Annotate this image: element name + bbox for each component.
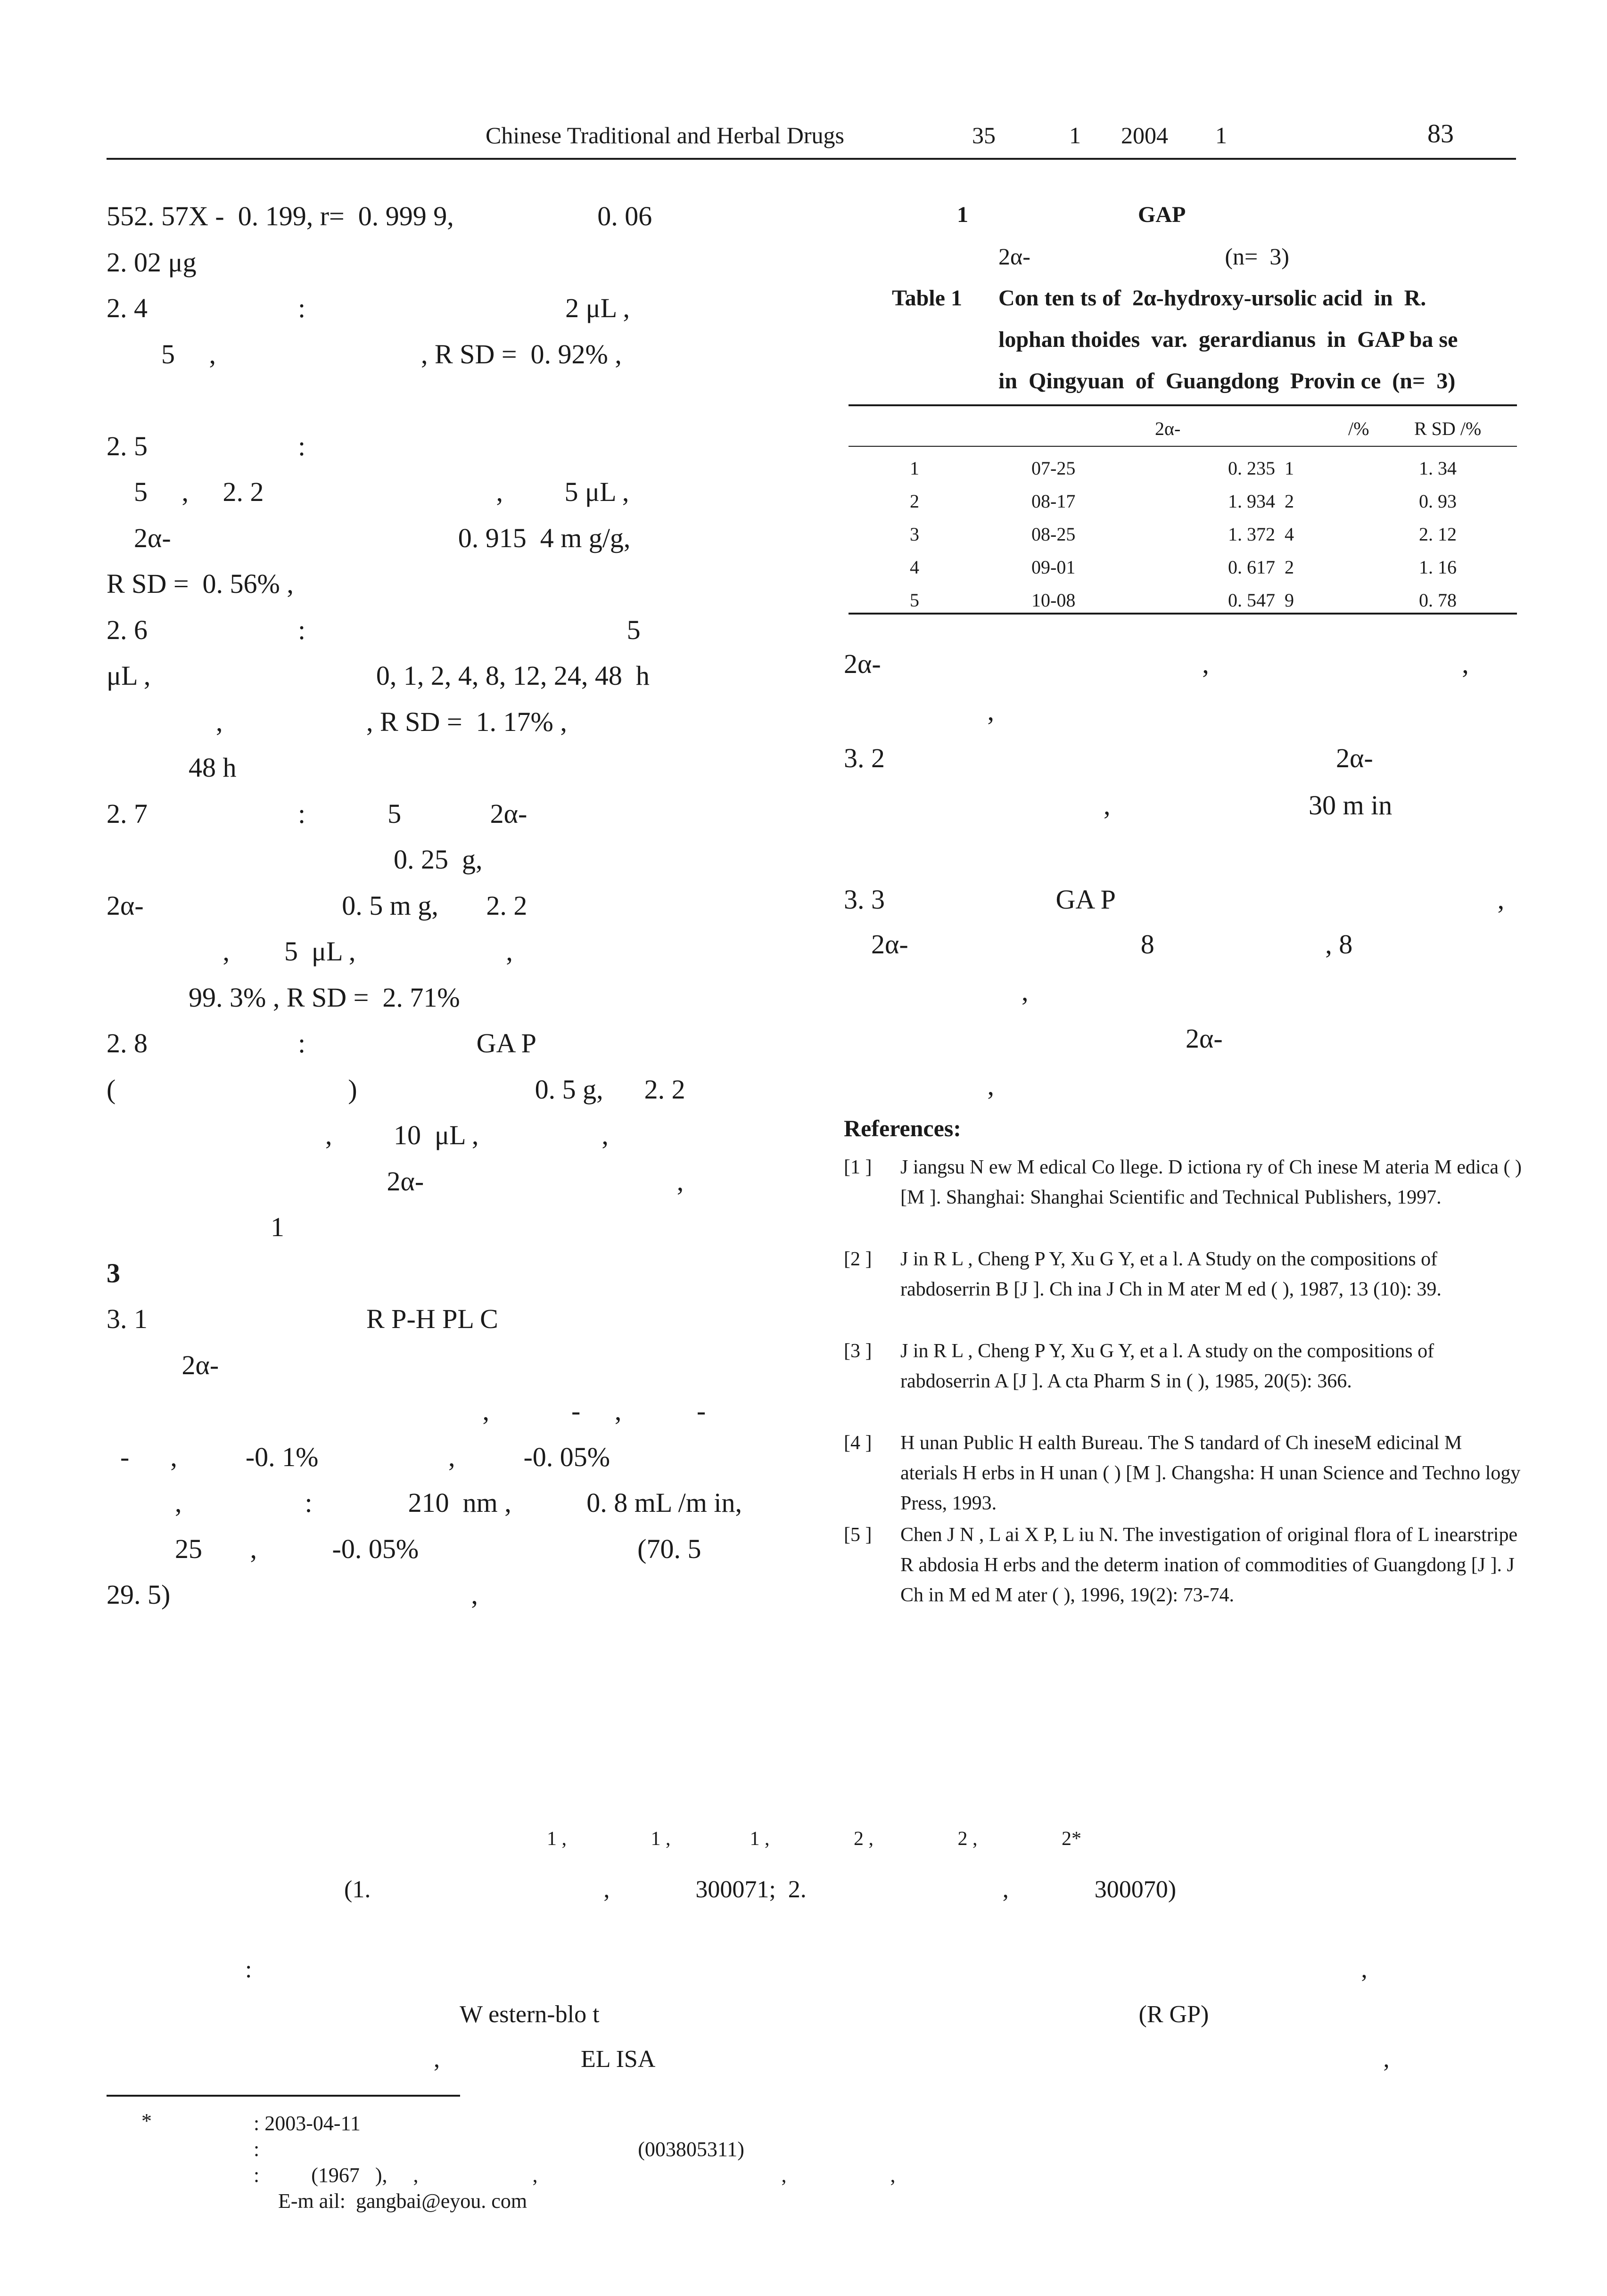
left-line: 99. 3% , R SD = 2. 71%: [107, 982, 460, 1013]
left-line: - , -0. 1% , -0. 05%: [107, 1442, 610, 1472]
left-line: , , R SD = 1. 17% ,: [107, 706, 567, 737]
table-cell: 1. 372 4: [1228, 524, 1294, 545]
author-bio: : (1967 ), , , , ,: [254, 2164, 896, 2187]
month: 1: [1215, 122, 1227, 148]
table-caption-cn: 2α- (n= 3): [998, 243, 1289, 270]
left-line: 2α- ,: [107, 1166, 684, 1197]
reference-number: [2 ]: [844, 1248, 872, 1270]
reference-number: [5 ]: [844, 1524, 872, 1546]
table-cell: 0. 547 9: [1228, 590, 1294, 611]
left-line: 2. 7 : 5 2α-: [107, 798, 527, 829]
left-line: , 10 μL , ,: [107, 1120, 609, 1150]
right-line: ,: [844, 976, 1029, 1007]
abstract-line: W estern-blo t (R GP): [460, 2001, 1209, 2028]
reference-text: J in R L , Cheng P Y, Xu G Y, et a l. A study on the compositions of rabdoserrin A [J ]. A cta Pharm S in ( ), 1985, 20(5): 366.: [900, 1340, 1434, 1392]
right-line: 2α- 8 , 8: [844, 929, 1353, 959]
left-line: 5 , 2. 2 , 5 μL ,: [107, 476, 629, 507]
left-line: 552. 57X - 0. 199, r= 0. 999 9, 0. 06: [107, 201, 652, 231]
author-list: 1 , 1 , 1 , 2 , 2 , 2*: [547, 1828, 1081, 1850]
table-header-rule: [849, 446, 1517, 447]
table-caption-en: Con ten ts of 2α-hydroxy-ursolic acid in R.: [998, 286, 1426, 311]
references-heading: References:: [844, 1115, 961, 1141]
left-line: , : 210 nm , 0. 8 mL /m in,: [107, 1487, 742, 1518]
table-header-cell: /%: [1348, 418, 1369, 439]
table-top-rule: [849, 404, 1517, 406]
left-line: , - , -: [107, 1395, 706, 1426]
table-cell: 3: [910, 524, 919, 545]
page-number: 83: [1427, 119, 1454, 148]
affiliation: (1. , 300071; 2. , 300070): [344, 1876, 1177, 1903]
table-caption-cn: 1 GAP: [957, 202, 1186, 227]
right-line: , 30 m in: [844, 790, 1393, 820]
fund-info: : (003805311): [254, 2138, 744, 2161]
table-cell: 4: [910, 557, 919, 578]
left-line: , 5 μL , ,: [107, 936, 513, 967]
email: E-m ail: gangbai@eyou. com: [278, 2189, 527, 2213]
abstract-line: : ,: [245, 1956, 1368, 1983]
left-line: 2. 8 : GA P: [107, 1028, 536, 1058]
table-bottom-rule: [849, 613, 1517, 615]
left-line: 29. 5) ,: [107, 1579, 478, 1610]
table-cell: 0. 235 1: [1228, 458, 1294, 479]
table-label: Table 1: [892, 286, 962, 311]
table-cell: 1. 16: [1419, 557, 1457, 578]
left-line: ( ) 0. 5 g, 2. 2: [107, 1074, 685, 1105]
left-line: μL , 0, 1, 2, 4, 8, 12, 24, 48 h: [107, 660, 650, 691]
left-line: 48 h: [107, 752, 237, 783]
reference-number: [4 ]: [844, 1432, 872, 1454]
right-line: 2α- , ,: [844, 648, 1469, 679]
year: 2004: [1121, 122, 1168, 148]
right-line: 2α-: [844, 1023, 1223, 1054]
left-line: 2α- 0. 915 4 m g/g,: [107, 523, 631, 553]
journal-title: Chinese Traditional and Herbal Drugs: [486, 122, 845, 148]
left-line: 2. 5 :: [107, 431, 306, 461]
right-line: 3. 2 2α-: [844, 743, 1373, 773]
reference-text: J iangsu N ew M edical Co llege. D ictiona ry of Ch inese M ateria M edica ( ) [M ]. Shanghai: Shanghai Scientific and Technical Publishers, 1997.: [900, 1156, 1522, 1208]
left-line: 2. 4 : 2 μL ,: [107, 293, 630, 323]
table-caption-en: lophan thoides var. gerardianus in GAP ba se: [998, 327, 1458, 352]
table-cell: 0. 78: [1419, 590, 1457, 611]
left-line: 25 , -0. 05% (70. 5: [107, 1533, 701, 1564]
volume-number: 35: [972, 122, 996, 148]
reference-text: H unan Public H ealth Bureau. The S tandard of Ch ineseM edicinal M aterials H erbs in H unan ( ) [M ]. Changsha: H unan Science and Techno logy Press, 1993.: [900, 1432, 1521, 1514]
left-line: 2α-: [107, 1350, 219, 1380]
reference-text: Chen J N , L ai X P, L iu N. The investigation of original flora of L inearstripe R abdosia H erbs and the determ ination of commodities of Guangdong [J ]. J Ch in M ed M ater ( ), 1996, 19(2): 73-74.: [900, 1524, 1518, 1606]
table-cell: 08-17: [1031, 491, 1076, 512]
reference-number: [3 ]: [844, 1340, 872, 1362]
table-cell: 1. 934 2: [1228, 491, 1294, 512]
abstract-line: , EL ISA ,: [434, 2046, 1390, 2073]
issue-number: 1: [1069, 122, 1081, 148]
table-cell: 07-25: [1031, 458, 1076, 479]
table-header-cell: R SD /%: [1414, 418, 1482, 439]
table-header-cell: 2α-: [1155, 418, 1181, 439]
table-caption-en: in Qingyuan of Guangdong Provin ce (n= 3): [998, 369, 1456, 394]
footnote-star: *: [141, 2109, 152, 2132]
left-line: 2α- 0. 5 m g, 2. 2: [107, 890, 527, 921]
table-cell: 10-08: [1031, 590, 1076, 611]
right-line: ,: [844, 1070, 994, 1101]
table-cell: 5: [910, 590, 919, 611]
left-line: 0. 25 g,: [107, 844, 483, 875]
right-line: ,: [844, 696, 994, 726]
right-line: 3. 3 GA P ,: [844, 884, 1505, 915]
reference-text: J in R L , Cheng P Y, Xu G Y, et a l. A Study on the compositions of rabdoserrin B [J ]. Ch ina J Ch in M ater M ed ( ), 1987, 13 (10): 39.: [900, 1248, 1442, 1300]
table-cell: 08-25: [1031, 524, 1076, 545]
table-cell: 09-01: [1031, 557, 1076, 578]
section-heading: 3: [107, 1258, 120, 1288]
left-line: 3. 1 R P-H PL C: [107, 1304, 498, 1334]
table-cell: 0. 93: [1419, 491, 1457, 512]
received-date: : 2003-04-11: [254, 2112, 361, 2135]
footnote-rule: [107, 2095, 460, 2097]
table-cell: 1. 34: [1419, 458, 1457, 479]
left-line: R SD = 0. 56% ,: [107, 568, 294, 599]
left-line: 2. 02 μg: [107, 247, 197, 278]
header-rule: [107, 158, 1516, 160]
table-cell: 0. 617 2: [1228, 557, 1294, 578]
left-line: 5 , , R SD = 0. 92% ,: [107, 339, 622, 369]
table-cell: 2. 12: [1419, 524, 1457, 545]
table-cell: 2: [910, 491, 919, 512]
reference-number: [1 ]: [844, 1156, 872, 1178]
left-line: 1: [107, 1212, 284, 1242]
table-cell: 1: [910, 458, 919, 479]
left-line: 2. 6 : 5: [107, 615, 641, 645]
